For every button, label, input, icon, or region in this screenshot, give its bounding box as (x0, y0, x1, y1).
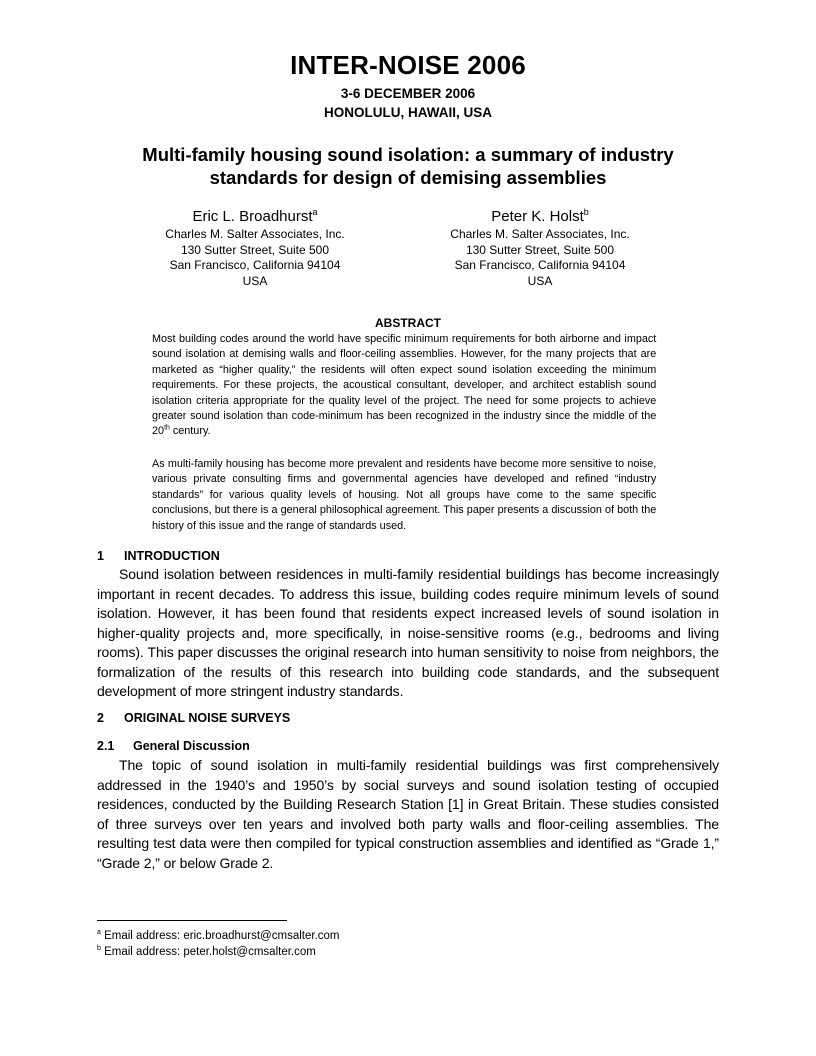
author-country: USA (242, 273, 268, 288)
abstract-paragraph-2: As multi-family housing has become more prevalent and residents have become more sensitive to noise, various private consulting firms and governmental agencies have developed and refined “industry standards” for various quality levels of housing. Not all groups have come to the same specific conclusions, but there is a general philosophical agreement. This paper presents a discussion of both the history of this issue and the range of standards used. (152, 458, 657, 532)
abstract-paragraph-1: Most building codes around the world have specific minimum requirements for both airborne and impact sound isolation at demising walls and floor-ceiling assemblies. However, for the many projects that are marketed as “higher quality,” the residents will often expect sound isolation exceeding the minimum requirements. For these projects, the acoustical consultant, developer, and architect establish sound isolation criteria appropriate for the quality level of the project. The need for some projects to achieve greater sound isolation than code-minimum has been recognized in the industry since the middle of the 20th century. (152, 333, 657, 438)
conference-dates: 3-6 DECEMBER 2006 (340, 86, 476, 101)
introduction-paragraph: Sound isolation between residences in multi-family residential buildings has become increasingly important in recent decades. To address this issue, building codes require minimum levels of sound isolation. However, it has been found that residents expect increased levels of sound isolation in higher-quality projects and, more specifically, in noise-sensitive rooms (e.g., bedrooms and living rooms). This paper discusses the original research into human sensitivity to noise from neighbors, the formalization of the results of this research into building code standards, and the subsequent development of more stringent industry standards. (97, 566, 719, 699)
section-heading-1 (97, 549, 220, 563)
section-heading-2 (97, 711, 290, 725)
author-city: San Francisco, California 94104 (454, 258, 626, 272)
author-block-1 (140, 202, 370, 289)
author-name: Peter K. Holst$^b$ (491, 207, 589, 225)
section-number: 1 (97, 549, 104, 563)
footnote-a: $^a$ Email address: eric.broadhurst@cmsalter.com (97, 929, 340, 942)
author-city: San Francisco, California 94104 (169, 258, 341, 272)
footnote-b: $^b$ Email address: peter.holst@cmsalter.com (97, 945, 316, 958)
section-number: 2 (97, 711, 104, 725)
author-company: Charles M. Salter Associates, Inc. (450, 227, 630, 241)
paper-title (100, 143, 716, 189)
conference-location: HONOLULU, HAWAII, USA (324, 105, 492, 120)
conference-name: INTER-NOISE 2006 (290, 50, 526, 80)
author-mark: b (583, 207, 589, 217)
footnote-divider (97, 920, 287, 921)
paper-title-line-2: standards for design of demising assemblies (209, 167, 607, 188)
section-title: ORIGINAL NOISE SURVEYS (124, 711, 291, 725)
section-title: INTRODUCTION (124, 549, 220, 563)
paper-title-line-1: Multi-family housing sound isolation: a summary of industry (142, 144, 674, 165)
section-title: General Discussion (133, 739, 250, 753)
author-name: Eric L. Broadhurst$^a$ (192, 207, 318, 225)
author-street: 130 Sutter Street, Suite 500 (465, 242, 615, 257)
section-number: 2.1 (97, 739, 115, 753)
author-mark: a (312, 207, 318, 217)
author-street: 130 Sutter Street, Suite 500 (180, 242, 330, 257)
abstract-heading: ABSTRACT (375, 316, 441, 330)
general-discussion-paragraph: The topic of sound isolation in multi-family residential buildings was first comprehensively addressed in the 1940’s and 1950’s by social surveys and sound isolation testing of occupied residences, conducted by the Building Research Station [1] in Great Britain. These studies consisted of three surveys over ten years and involved both party walls and floor-ceiling assemblies. The resulting test data were then compiled for typical construction assemblies and identified as “Grade 1,” “Grade 2,” or below Grade 2. (97, 757, 719, 871)
author-block-2 (425, 202, 655, 289)
subsection-heading-2-1 (97, 739, 250, 753)
footnote-mark: b (97, 945, 101, 952)
author-company: Charles M. Salter Associates, Inc. (165, 227, 345, 241)
footnote-mark: a (97, 929, 101, 936)
author-country: USA (527, 273, 553, 288)
